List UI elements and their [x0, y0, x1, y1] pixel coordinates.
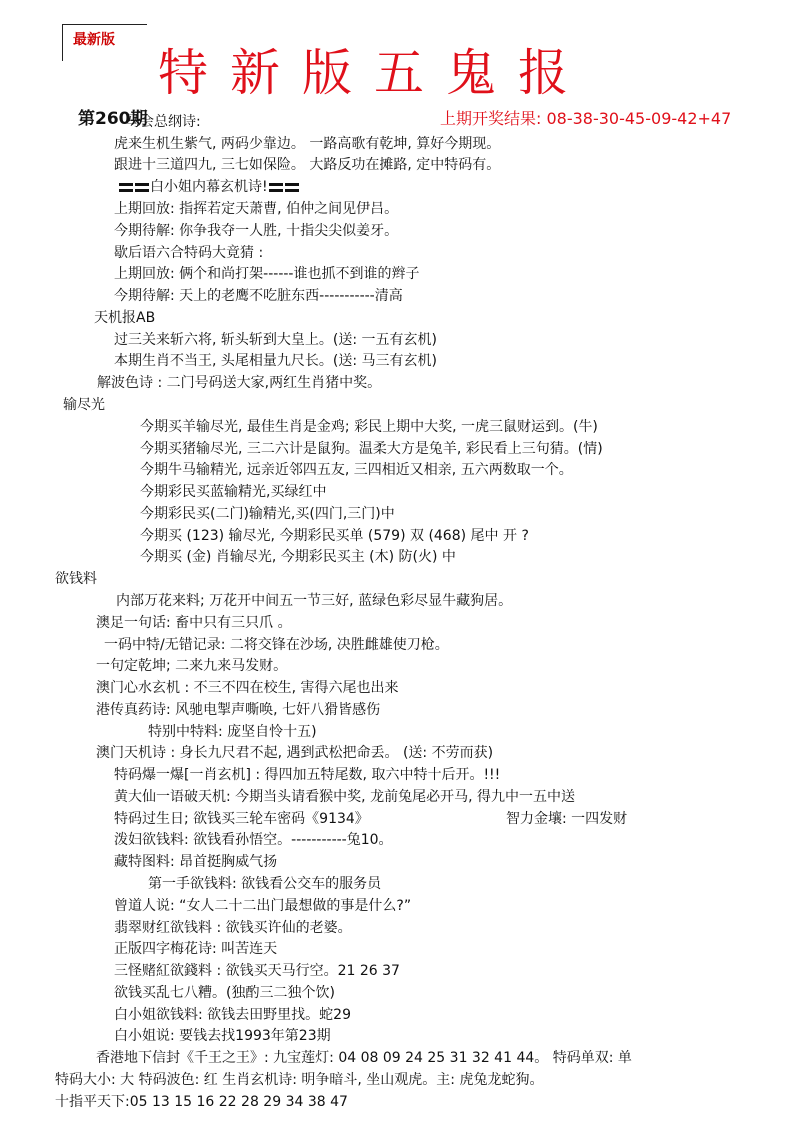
text-line: 翡翠财红欲钱料 : 欲钱买许仙的老婆。 — [114, 920, 352, 936]
text-line: 白小姐欲钱料: 欲钱去田野里找。蛇29 — [114, 1007, 351, 1023]
section-heading: 输尽光 — [63, 397, 105, 413]
text-line: 藏特图料: 昂首挺胸威气扬 — [114, 854, 278, 870]
text-line: 虎来生机生紫气, 两码少靠边。 一路高歌有乾坤, 算好今期现。 — [114, 136, 501, 152]
text-line: 白小姐说: 要钱去找1993年第23期 — [114, 1028, 331, 1044]
text-line: 歇后语六合特码大竟猜 : — [114, 245, 264, 261]
text-line: 内部万花来料; 万花开中间五一节三好, 蓝绿色彩尽显牛藏狗居。 — [116, 593, 513, 609]
text-line: 曾道人说: “女人二十二出门最想做的事是什么?” — [114, 898, 412, 914]
text-line: 本期生肖不当王, 头尾相量九尺长。(送: 马三有玄机) — [114, 353, 437, 369]
double-bar-icon — [269, 183, 283, 192]
text-line: 特码过生日; 欲钱买三轮车密码《9134》 — [114, 811, 369, 827]
text-line: 一码中特/无错记录: 二将交锋在沙场, 决胜雌雄使刀枪。 — [104, 637, 449, 653]
text-line-with-bars — [118, 178, 300, 196]
double-bar-icon — [135, 183, 149, 192]
text-line: 港传真药诗: 风驰电掣声嘶唤, 七奸八猾皆感伤 — [96, 702, 381, 718]
text-line: 解波色诗 : 二门号码送大家,两红生肖猪中奖。 — [97, 375, 382, 391]
text-line: 黄大仙一语破天机: 今期当头请看猴中奖, 龙前兔尾必开马, 得九中一五中送 — [114, 789, 575, 805]
text-line: 今期牛马输精光, 远亲近邻四五友, 三四相近又相亲, 五六两数取一个。 — [140, 462, 573, 478]
text-line: 第一手欲钱料: 欲钱看公交车的服务员 — [148, 876, 382, 892]
text-line: 特别中特料: 庞坚自怜十五) — [148, 724, 317, 740]
text-line: 今期买猪输尽光, 三二六计是鼠狗。温柔大方是兔羊, 彩民看上三句猜。(情) — [140, 441, 603, 457]
text-line: 澳门心水玄机 : 不三不四在校生, 害得六尾也出来 — [96, 680, 399, 696]
text-line: 今期彩民买(二门)输精光,买(四门,三门)中 — [140, 506, 395, 522]
text-line: 上期回放: 指挥若定天萧曹, 伯仲之间见伊吕。 — [114, 201, 399, 217]
text-line: 正版四字梅花诗: 叫苦连天 — [114, 941, 278, 957]
text-line: 马会总纲诗: — [126, 114, 201, 130]
latest-edition-badge — [62, 24, 147, 61]
text-line: 澳门天机诗 : 身长九尺君不起, 遇到武松把命丢。 (送: 不劳而获) — [96, 745, 494, 761]
text-line: 今期待解: 你争我夺一人胜, 十指尖尖似姜牙。 — [114, 223, 399, 239]
text-line: 一句定乾坤; 二来九来马发财。 — [96, 658, 288, 674]
text-line: 十指平天下:05 13 15 16 22 28 29 34 38 47 — [55, 1094, 348, 1110]
double-bar-icon — [285, 183, 299, 192]
text-line: 特码爆一爆[一肖玄机] : 得四加五特尾数, 取六中特十后开。!!! — [114, 767, 501, 783]
poem-heading: 白小姐内幕玄机诗! — [150, 179, 268, 195]
text-line: 今期待解: 天上的老鹰不吃脏东西-----------清高 — [114, 288, 403, 304]
text-line: 欲钱买乱七八糟。(独酌三二独个饮) — [114, 985, 335, 1001]
text-line: 特码大小: 大 特码波色: 红 生肖玄机诗: 明争暗斗, 坐山观虎。主: 虎兔龙蛇狗。 — [55, 1072, 544, 1088]
text-line: 澳足一句话: 畜中只有三只爪 。 — [96, 615, 292, 631]
text-line: 香港地下信封《千王之王》: 九宝莲灯: 04 08 09 24 25 31 32 41 44。 特码单双: 单 — [96, 1050, 632, 1066]
text-line: 今期买 (123) 输尽光, 今期彩民买单 (579) 双 (468) 尾中 开 ? — [140, 528, 529, 544]
text-line: 今期买羊输尽光, 最佳生肖是金鸡; 彩民上期中大奖, 一虎三鼠财运到。(牛) — [140, 419, 598, 435]
text-line: 三怪赌紅欲錢料 : 欲钱买天马行空。21 26 37 — [114, 963, 400, 979]
text-line: 上期回放: 俩个和尚打架------谁也抓不到谁的辫子 — [114, 266, 420, 282]
text-line: 今期买 (金) 肖输尽光, 今期彩民买主 (木) 防(火) 中 — [140, 549, 456, 565]
double-bar-icon — [119, 183, 133, 192]
text-line: 泼妇欲钱料: 欲钱看孙悟空。-----------兔10。 — [114, 832, 393, 848]
text-line: 今期彩民买蓝输精光,买绿红中 — [140, 484, 327, 500]
page-title: 特新版五鬼报 — [158, 44, 590, 102]
text-line: 跟进十三道四九, 三七如保险。 大路反功在摊路, 定中特码有。 — [114, 157, 501, 173]
issue-number: 第260期 — [78, 109, 148, 129]
text-line: 智力金壤: 一四发财 — [506, 811, 628, 827]
last-draw-result: 上期开奖结果: 08-38-30-45-09-42+47 — [440, 109, 732, 128]
section-heading: 天机报AB — [94, 310, 156, 326]
section-heading: 欲钱料 — [55, 571, 97, 587]
badge-label: 最新版 — [73, 32, 115, 48]
text-line: 过三关来斩六将, 斩头斩到大皇上。(送: 一五有玄机) — [114, 332, 437, 348]
